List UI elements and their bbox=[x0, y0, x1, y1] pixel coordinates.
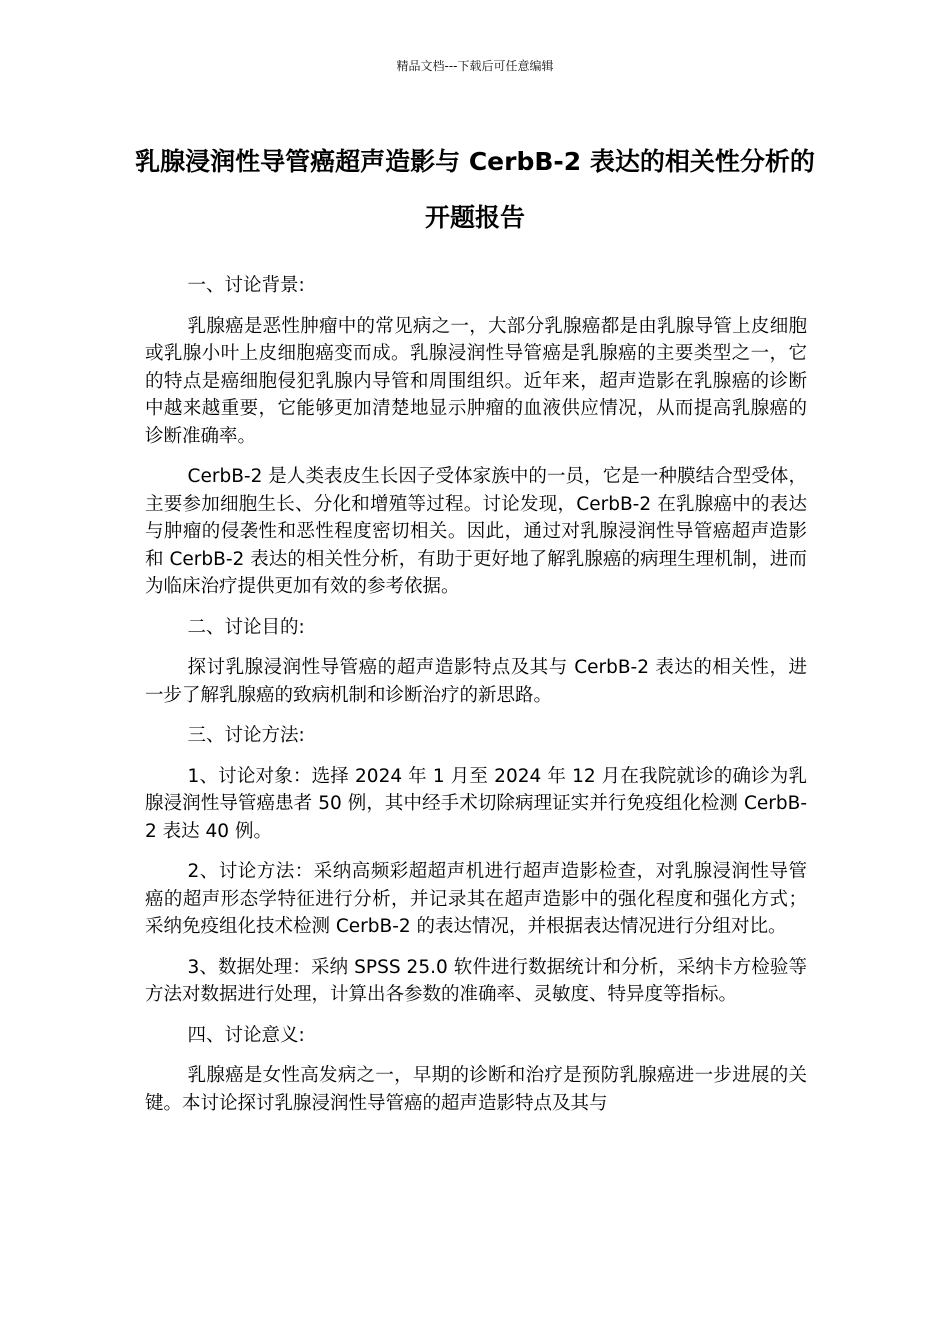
section-heading-background: 一、讨论背景: bbox=[187, 275, 305, 296]
paragraph-significance: 乳腺癌是女性高发病之一，早期的诊断和治疗是预防乳腺癌进一步进展的关键。本讨论探讨乳腺浸润性导管癌的超声造影特点及其与 bbox=[145, 1065, 807, 1114]
section-heading-methods: 三、讨论方法: bbox=[187, 725, 305, 746]
paragraph-background-1: 乳腺癌是恶性肿瘤中的常见病之一，大部分乳腺癌都是由乳腺导管上皮细胞或乳腺小叶上皮细胞癌变而成。乳腺浸润性导管癌是乳腺癌的主要类型之一，它的特点是癌细胞侵犯乳腺内导管和周围组织。近年来，超声造影在乳腺癌的诊断中越来越重要，它能够更加清楚地显示肿瘤的血液供应情况，从而提高乳腺癌的诊断准确率。 bbox=[145, 315, 807, 447]
paragraph-purpose: 探讨乳腺浸润性导管癌的超声造影特点及其与 CerbB-2 表达的相关性，进一步了解乳腺癌的致病机制和诊断治疗的新思路。 bbox=[145, 657, 807, 706]
paragraph-methods-procedure: 2、讨论方法：采纳高频彩超超声机进行超声造影检查，对乳腺浸润性导管癌的超声形态学特征进行分析，并记录其在超声造影中的强化程度和强化方式；采纳免疫组化技术检测 CerbB-2 的表达情况，并根据表达情况进行分组对比。 bbox=[145, 861, 807, 937]
paragraph-methods-subjects: 1、讨论对象：选择 2024 年 1 月至 2024 年 12 月在我院就诊的确诊为乳腺浸润性导管癌患者 50 例，其中经手术切除病理证实并行免疫组化检测 CerbB-2 表达 40 例。 bbox=[145, 765, 807, 842]
section-heading-purpose: 二、讨论目的: bbox=[187, 616, 305, 638]
document-title: 乳腺浸润性导管癌超声造影与 CerbB-2 表达的相关性分析的开题报告 bbox=[135, 147, 815, 232]
section-heading-significance: 四、讨论意义: bbox=[187, 1024, 305, 1046]
page-header: 精品文档---下载后可任意编辑 bbox=[396, 59, 554, 73]
paragraph-background-2: CerbB-2 是人类表皮生长因子受体家族中的一员，它是一种膜结合型受体，主要参加细胞生长、分化和增殖等过程。讨论发现，CerbB-2 在乳腺癌中的表达与肿瘤的侵袭性和恶性程度密切相关。因此，通过对乳腺浸润性导管癌超声造影和 CerbB-2 表达的相关性分析，有助于更好地了解乳腺癌的病理生理机制，进而为临床治疗提供更加有效的参考依据。 bbox=[145, 466, 807, 597]
paragraph-methods-data: 3、数据处理：采纳 SPSS 25.0 软件进行数据统计和分析，采纳卡方检验等方法对数据进行处理，计算出各参数的准确率、灵敏度、特异度等指标。 bbox=[145, 956, 807, 1005]
document-body bbox=[145, 272, 807, 1130]
